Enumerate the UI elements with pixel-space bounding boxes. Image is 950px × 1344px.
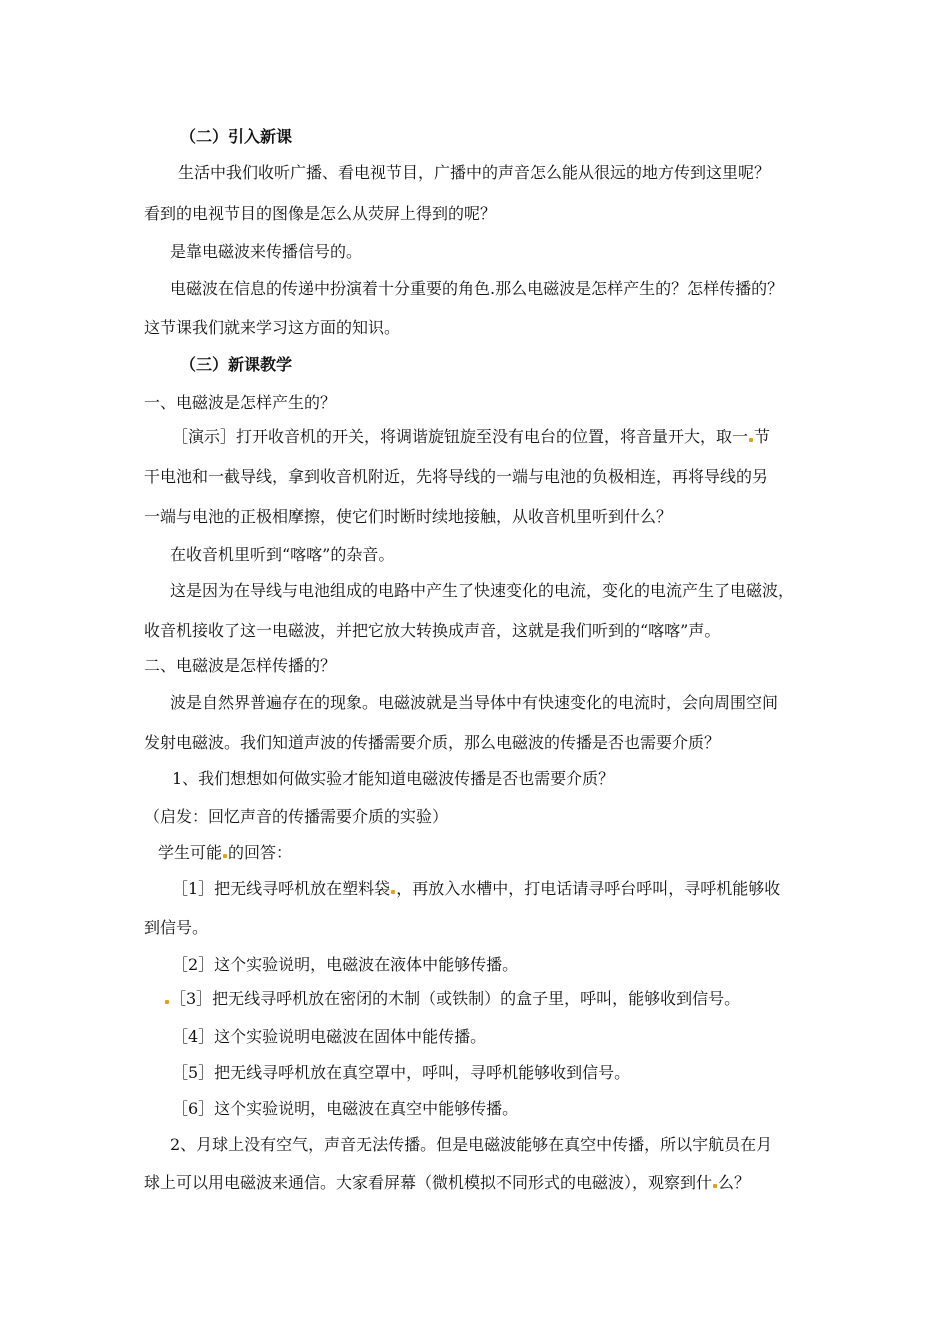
paragraph-line: [164, 988, 740, 1010]
paragraph-line: 在收音机里听到“喀喀”的杂音。: [170, 545, 395, 564]
paragraph-line: ［4］这个实验说明电磁波在固体中能传播。: [172, 1027, 487, 1046]
paragraph-line: 2、月球上没有空气，声音无法传播。但是电磁波能够在真空中传播，所以宇航员在月: [170, 1135, 773, 1154]
paragraph-line: [172, 878, 780, 900]
annotation-mark: [713, 1184, 717, 1188]
text-segment: 球上可以用电磁波来通信。大家看屏幕（微机模拟不同形式的电磁波），观察到什: [144, 1173, 713, 1192]
text-segment: 么？: [718, 1173, 751, 1192]
paragraph-line: ［2］这个实验说明，电磁波在液体中能够传播。: [172, 955, 519, 974]
paragraph-line: 波是自然界普遍存在的现象。电磁波就是当导体中有快速变化的电流时，会向周围空间: [170, 693, 779, 712]
text-segment: 节: [754, 427, 771, 446]
subheading-1: 一、电磁波是怎样产生的？: [144, 393, 337, 412]
paragraph-line: 这是因为在导线与电池组成的电路中产生了快速变化的电流，变化的电流产生了电磁波，: [170, 581, 795, 600]
text-segment: ［演示］打开收音机的开关，将调谐旋钮旋至没有电台的位置，将音量开大，取一: [172, 427, 749, 446]
paragraph-line: ［6］这个实验说明，电磁波在真空中能够传播。: [172, 1099, 519, 1118]
paragraph-line: 是靠电磁波来传播信号的。: [170, 242, 363, 261]
text-segment: 学生可能: [158, 843, 223, 862]
section-heading-intro: （二）引入新课: [180, 127, 293, 146]
annotation-mark: [223, 854, 227, 858]
text-segment: ［3］把无线寻呼机放在密闭的木制（或铁制）的盒子里，呼叫，能够收到信号。: [170, 989, 741, 1008]
paragraph-line: 1、我们想想如何做实验才能知道电磁波传播是否也需要介质？: [172, 769, 615, 788]
paragraph-line: （启发：回忆声音的传播需要介质的实验）: [144, 807, 449, 826]
paragraph-line: [144, 1172, 750, 1194]
paragraph-line: 这节课我们就来学习这方面的知识。: [144, 318, 401, 337]
paragraph-line: 电磁波在信息的传递中扮演着十分重要的角色.那么电磁波是怎样产生的？怎样传播的？: [170, 279, 784, 298]
annotation-mark: [165, 1000, 169, 1004]
paragraph-line: 干电池和一截导线，拿到收音机附近，先将导线的一端与电池的负极相连，再将导线的另: [144, 467, 769, 486]
annotation-mark: [391, 890, 395, 894]
paragraph-line: 收音机接收了这一电磁波，并把它放大转换成声音，这就是我们听到的“喀喀”声。: [144, 621, 721, 640]
paragraph-line: 生活中我们收听广播、看电视节目，广播中的声音怎么能从很远的地方传到这里呢？: [178, 163, 771, 182]
subheading-2: 二、电磁波是怎样传播的？: [144, 656, 337, 675]
paragraph-line: 看到的电视节目的图像是怎么从荧屏上得到的呢？: [144, 204, 497, 223]
section-heading-teach: （三）新课教学: [180, 355, 293, 374]
paragraph-line: ［5］把无线寻呼机放在真空罩中，呼叫，寻呼机能够收到信号。: [172, 1063, 631, 1082]
paragraph-line: 一端与电池的正极相摩擦，使它们时断时续地接触，从收音机里听到什么？: [144, 507, 673, 526]
paragraph-line: 发射电磁波。我们知道声波的传播需要介质，那么电磁波的传播是否也需要介质？: [144, 733, 721, 752]
text-segment: 的回答：: [228, 843, 293, 862]
paragraph-line: [172, 426, 770, 448]
paragraph-line: [158, 842, 292, 864]
text-segment: ［1］把无线寻呼机放在塑料袋: [172, 879, 391, 898]
text-segment: ，再放入水槽中，打电话请寻呼台呼叫，寻呼机能够收: [396, 879, 781, 898]
annotation-mark: [749, 438, 753, 442]
paragraph-line: 到信号。: [144, 918, 209, 937]
